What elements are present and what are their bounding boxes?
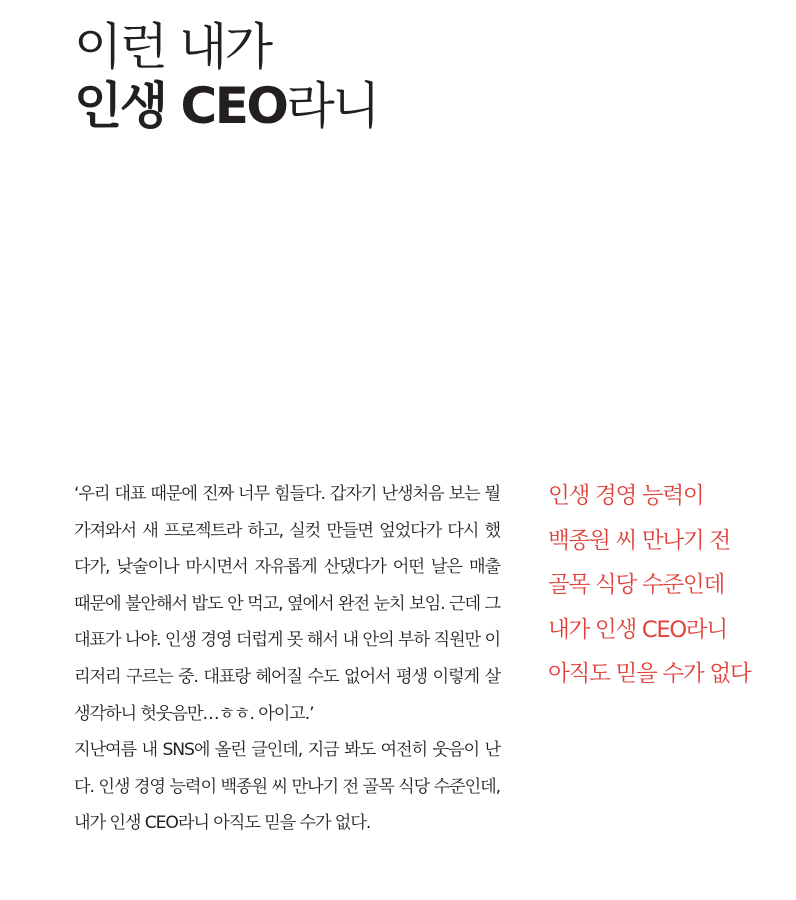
title-line-2 <box>74 77 378 136</box>
pull-quote-line: 인생 경영 능력이 <box>548 483 704 509</box>
pull-quote <box>548 474 796 697</box>
body-text <box>74 476 500 842</box>
title-line-2-bold: 인생 CEO <box>74 77 287 135</box>
body-paragraph-commentary: 지난여름 내 SNS에 올린 글인데, 지금 봐도 여전히 웃음이 난다. 인생 경영 능력이 백종원 씨 만나기 전 골목 식당 수준인데, 내가 인생 CEO라니 아직도 믿을 수가 없다. <box>74 740 500 834</box>
body-paragraph-quote: ‘우리 대표 때문에 진짜 너무 힘들다. 갑자기 난생처음 보는 뭘 가져와서 새 프로젝트라 하고, 실컷 만들면 엎었다가 다시 했다가, 낮술이나 마시면서 자유롭게 산댔다가 어떤 날은 매출 때문에 불안해서 밥도 안 먹고, 옆에서 완전 눈치 보임. 근데 그 대표가 나야. 인생 경영 더럽게 못 해서 내 안의 부하 직원만 이리저리 구르는 중. 대표랑 헤어질 수도 없어서 평생 이렇게 살 생각하니 헛웃음만…ㅎㅎ. 아이고.’ <box>74 484 500 724</box>
pull-quote-line: 백종원 씨 만나기 전 <box>548 527 730 554</box>
pull-quote-line: 골목 식당 수준인데 <box>548 572 724 599</box>
title-line-1: 이런 내가 <box>74 18 271 76</box>
pull-quote-line: 아직도 믿을 수가 없다 <box>548 661 751 688</box>
title-line-2-light: 라니 <box>286 77 378 135</box>
pull-quote-line: 내가 인생 CEO라니 <box>548 616 727 643</box>
page-title <box>74 18 378 136</box>
